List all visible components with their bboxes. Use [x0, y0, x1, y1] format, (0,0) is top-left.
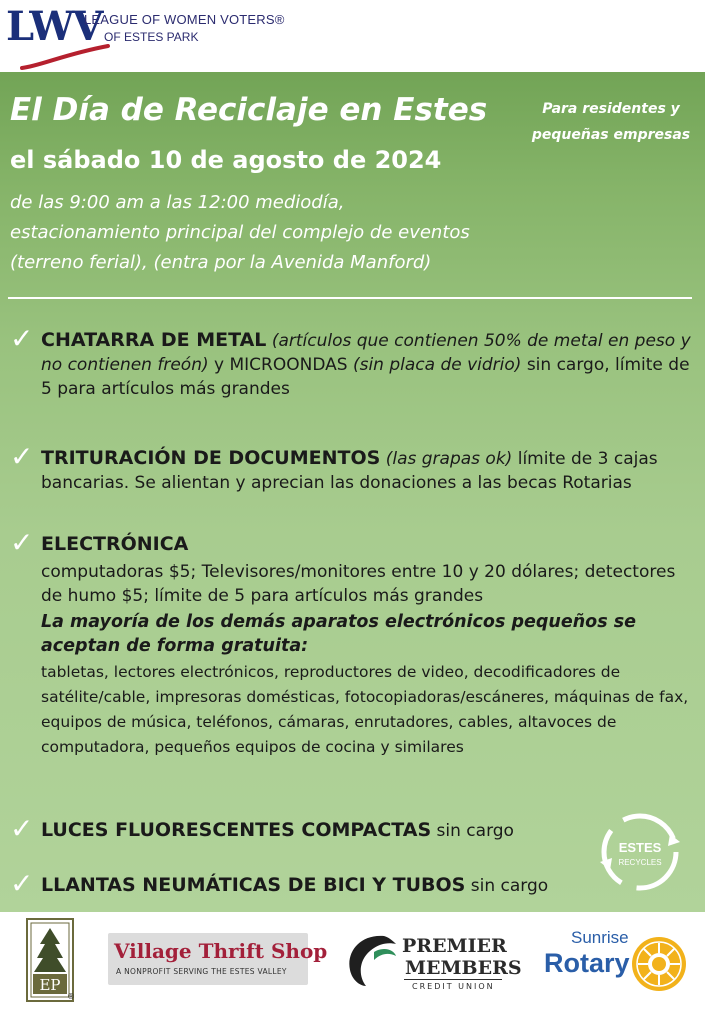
- thrift-shop-name: Village Thrift Shop: [114, 939, 328, 963]
- audience-note: [522, 96, 700, 148]
- rotary-wheel-icon: [629, 934, 689, 994]
- item-shredding-tail: límite de 3 cajas bancarias. Se alientan y aprecian las donaciones a las becas Rotarias: [41, 449, 658, 493]
- premier-members-line2: MEMBERS: [405, 957, 522, 979]
- item-electronics-prices: computadoras $5; Televisores/monitores entre 10 y 20 dólares; detectores de humo $5; límite de 5 para artículos más grandes: [41, 562, 676, 606]
- lwv-logo: [4, 4, 324, 70]
- event-date: el sábado 10 de agosto de 2024: [10, 146, 442, 174]
- item-metal-head: CHATARRA DE METAL: [41, 329, 267, 351]
- check-icon: ✓: [10, 440, 34, 473]
- event-location: estacionamiento principal del complejo de eventos: [10, 222, 470, 243]
- item-tires-tail: sin cargo: [470, 876, 549, 896]
- section-divider: [8, 297, 692, 299]
- item-electronics-text: [41, 532, 700, 760]
- premier-members-line1: PREMIER: [402, 935, 507, 957]
- event-location-detail: (terreno ferial), (entra por la Avenida Manford): [10, 252, 432, 273]
- item-metal-note2: (sin placa de vidrio): [352, 355, 522, 375]
- check-icon: ✓: [10, 526, 34, 559]
- item-shredding-text: [41, 446, 700, 495]
- badge-line2: RECYCLES: [618, 858, 662, 867]
- item-electronics: [10, 526, 700, 760]
- item-shredding-note: (las grapas ok): [385, 449, 513, 469]
- check-icon: ✓: [10, 867, 34, 900]
- lwv-org-name: LEAGUE OF WOMEN VOTERS®: [84, 12, 285, 27]
- lwv-logo-mark: LWV: [6, 3, 102, 50]
- rotary-label: Rotary: [544, 948, 630, 978]
- village-thrift-shop-logo: [108, 933, 328, 985]
- item-metal-note: (artículos que contienen 50% de metal en peso y no contienen freón): [41, 331, 691, 375]
- premier-members-icon: [344, 930, 398, 988]
- item-metal-tail: sin cargo, límite de 5 para artículos más grandes: [41, 355, 690, 399]
- check-icon: ✓: [10, 322, 34, 355]
- item-shredding: [10, 440, 700, 495]
- event-time: de las 9:00 am a las 12:00 mediodía,: [10, 192, 345, 213]
- item-shredding-head: TRITURACIÓN DE DOCUMENTOS: [41, 447, 381, 469]
- event-title: El Día de Reciclaje en Estes: [10, 92, 488, 128]
- item-metal: [10, 322, 700, 401]
- lwv-swoosh-icon: [20, 44, 110, 72]
- audience-note-line1: Para residentes y: [542, 101, 680, 117]
- premier-members-rule: [404, 979, 502, 980]
- thrift-shop-tagline: A NONPROFIT SERVING THE ESTES VALLEY: [116, 967, 287, 976]
- item-electronics-list: tabletas, lectores electrónicos, reproductores de video, decodificadores de satélite/cable, impresoras domésticas, fotocopiadoras/escáneres, máquinas de fax, equipos de música, teléfonos, cámaras, enrutadores, cables, altavoces de computadora, pequeños equipos de cocina y similares: [41, 663, 689, 756]
- lwv-org-chapter: OF ESTES PARK: [104, 30, 199, 44]
- premier-members-line3: CREDIT UNION: [412, 982, 495, 991]
- badge-line1: ESTES: [618, 840, 662, 855]
- item-electronics-head: ELECTRÓNICA: [41, 533, 189, 555]
- audience-note-line2: pequeñas empresas: [531, 127, 691, 143]
- ep-logo: [26, 918, 74, 1002]
- registered-mark: ®: [67, 992, 75, 1001]
- check-icon: ✓: [10, 812, 34, 845]
- item-tires-head: LLANTAS NEUMÁTICAS DE BICI Y TUBOS: [41, 874, 466, 896]
- item-metal-mid: y MICROONDAS: [214, 355, 348, 375]
- rotary-sunrise-label: Sunrise: [571, 928, 629, 947]
- item-electronics-free-note: La mayoría de los demás aparatos electrónicos pequeños se aceptan de forma gratuita:: [41, 612, 636, 656]
- ep-logo-text: EP: [39, 976, 61, 994]
- item-metal-text: [41, 328, 700, 401]
- item-lights-head: LUCES FLUORESCENTES COMPACTAS: [41, 819, 432, 841]
- event-time-location: [10, 188, 570, 278]
- estes-recycles-badge: [596, 808, 684, 896]
- item-lights-tail: sin cargo: [436, 821, 514, 841]
